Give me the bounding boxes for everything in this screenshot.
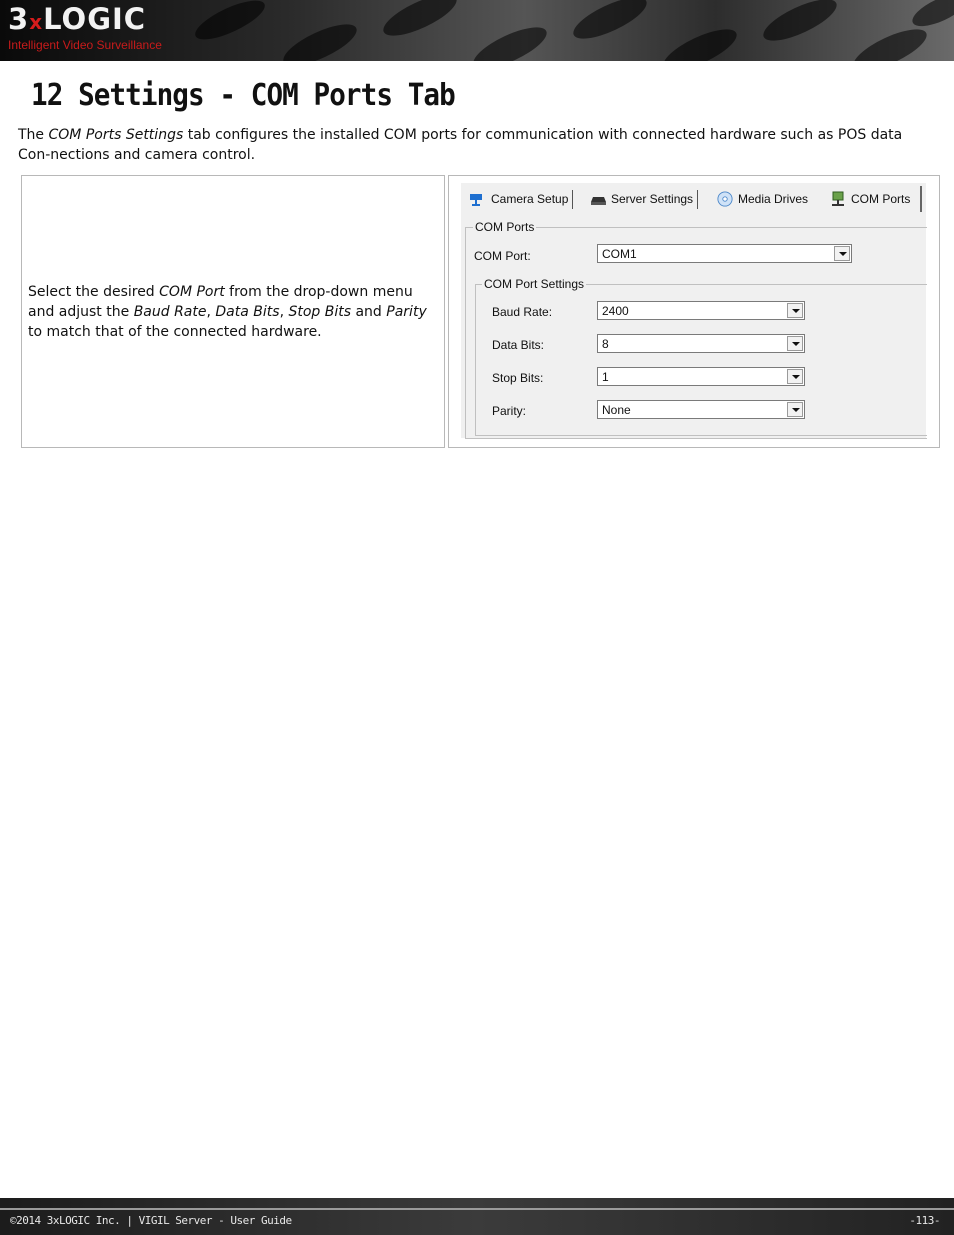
tab-separator [572, 190, 573, 209]
com-ports-screenshot [461, 183, 926, 438]
header-banner [0, 0, 954, 61]
instruction-run: from the drop-down menu and adjust the [28, 284, 413, 320]
instruction-run: , [279, 304, 289, 320]
tab-label: COM Ports [851, 192, 911, 206]
logo-prefix: 3 [8, 2, 30, 36]
com-port-settings-title: COM Port Settings [484, 277, 585, 291]
parity-value: None [602, 403, 631, 417]
page-title: 12 Settings - COM Ports Tab [31, 78, 455, 113]
intro-paragraph [18, 125, 933, 165]
camera-icon [469, 192, 487, 206]
page-footer [0, 1198, 954, 1235]
instruction-emphasis: Parity [386, 304, 427, 320]
stop-bits-select[interactable] [597, 367, 805, 386]
chevron-down-icon[interactable] [834, 246, 850, 261]
footer-copyright: ©2014 3xLOGIC Inc. | VIGIL Server - User Guide [10, 1214, 292, 1227]
com-port-label: COM Port: [474, 249, 531, 263]
network-icon [829, 191, 847, 207]
baud-rate-label: Baud Rate: [492, 305, 553, 319]
baud-rate-select[interactable] [597, 301, 805, 320]
tab-label: Server Settings [611, 192, 694, 206]
logo-suffix: LOGIC [43, 2, 147, 36]
instruction-run: Select the desired [28, 284, 160, 300]
intro-text: tab configures the installed COM ports for communication with connected hardware such as POS data Con-nections and camera control. [18, 127, 903, 163]
tab-media-drives[interactable] [716, 188, 808, 210]
com-port-value: COM1 [602, 247, 637, 261]
intro-text: The [18, 127, 49, 143]
server-icon [589, 192, 607, 206]
baud-rate-value: 2400 [602, 304, 629, 318]
tab-camera-setup[interactable] [469, 188, 568, 210]
logo [8, 2, 146, 39]
footer-divider [0, 1208, 954, 1210]
instruction-text [28, 282, 438, 342]
instruction-emphasis: Baud Rate [133, 304, 207, 320]
stop-bits-label: Stop Bits: [492, 371, 544, 385]
chevron-down-icon[interactable] [787, 369, 803, 384]
parity-label: Parity: [492, 404, 527, 418]
parity-select[interactable] [597, 400, 805, 419]
instruction-run: and [351, 304, 387, 320]
stop-bits-value: 1 [602, 370, 609, 384]
tab-bar [461, 183, 926, 211]
data-bits-select[interactable] [597, 334, 805, 353]
instruction-emphasis: COM Port [159, 284, 225, 300]
logo-x: x [29, 10, 44, 34]
chevron-down-icon[interactable] [787, 336, 803, 351]
tab-label: Camera Setup [491, 192, 569, 206]
intro-emphasis: COM Ports Settings [48, 127, 184, 143]
com-ports-group-title: COM Ports [475, 220, 535, 234]
chevron-down-icon[interactable] [787, 303, 803, 318]
instruction-emphasis: Stop Bits [288, 304, 352, 320]
instruction-emphasis: Data Bits [215, 304, 280, 320]
tab-separator [697, 190, 698, 209]
data-bits-value: 8 [602, 337, 609, 351]
chevron-down-icon[interactable] [787, 402, 803, 417]
tab-server-settings[interactable] [589, 188, 693, 210]
disc-icon [716, 191, 734, 207]
page-number: -113- [909, 1214, 940, 1227]
data-bits-label: Data Bits: [492, 338, 545, 352]
tab-label: Media Drives [738, 192, 809, 206]
logo-tagline: Intelligent Video Surveillance [8, 38, 162, 52]
instruction-run: , [206, 304, 216, 320]
com-port-select[interactable] [597, 244, 852, 263]
instruction-cell [21, 175, 445, 448]
tab-com-ports[interactable] [829, 188, 910, 210]
instruction-run: to match that of the connected hardware. [28, 324, 322, 340]
